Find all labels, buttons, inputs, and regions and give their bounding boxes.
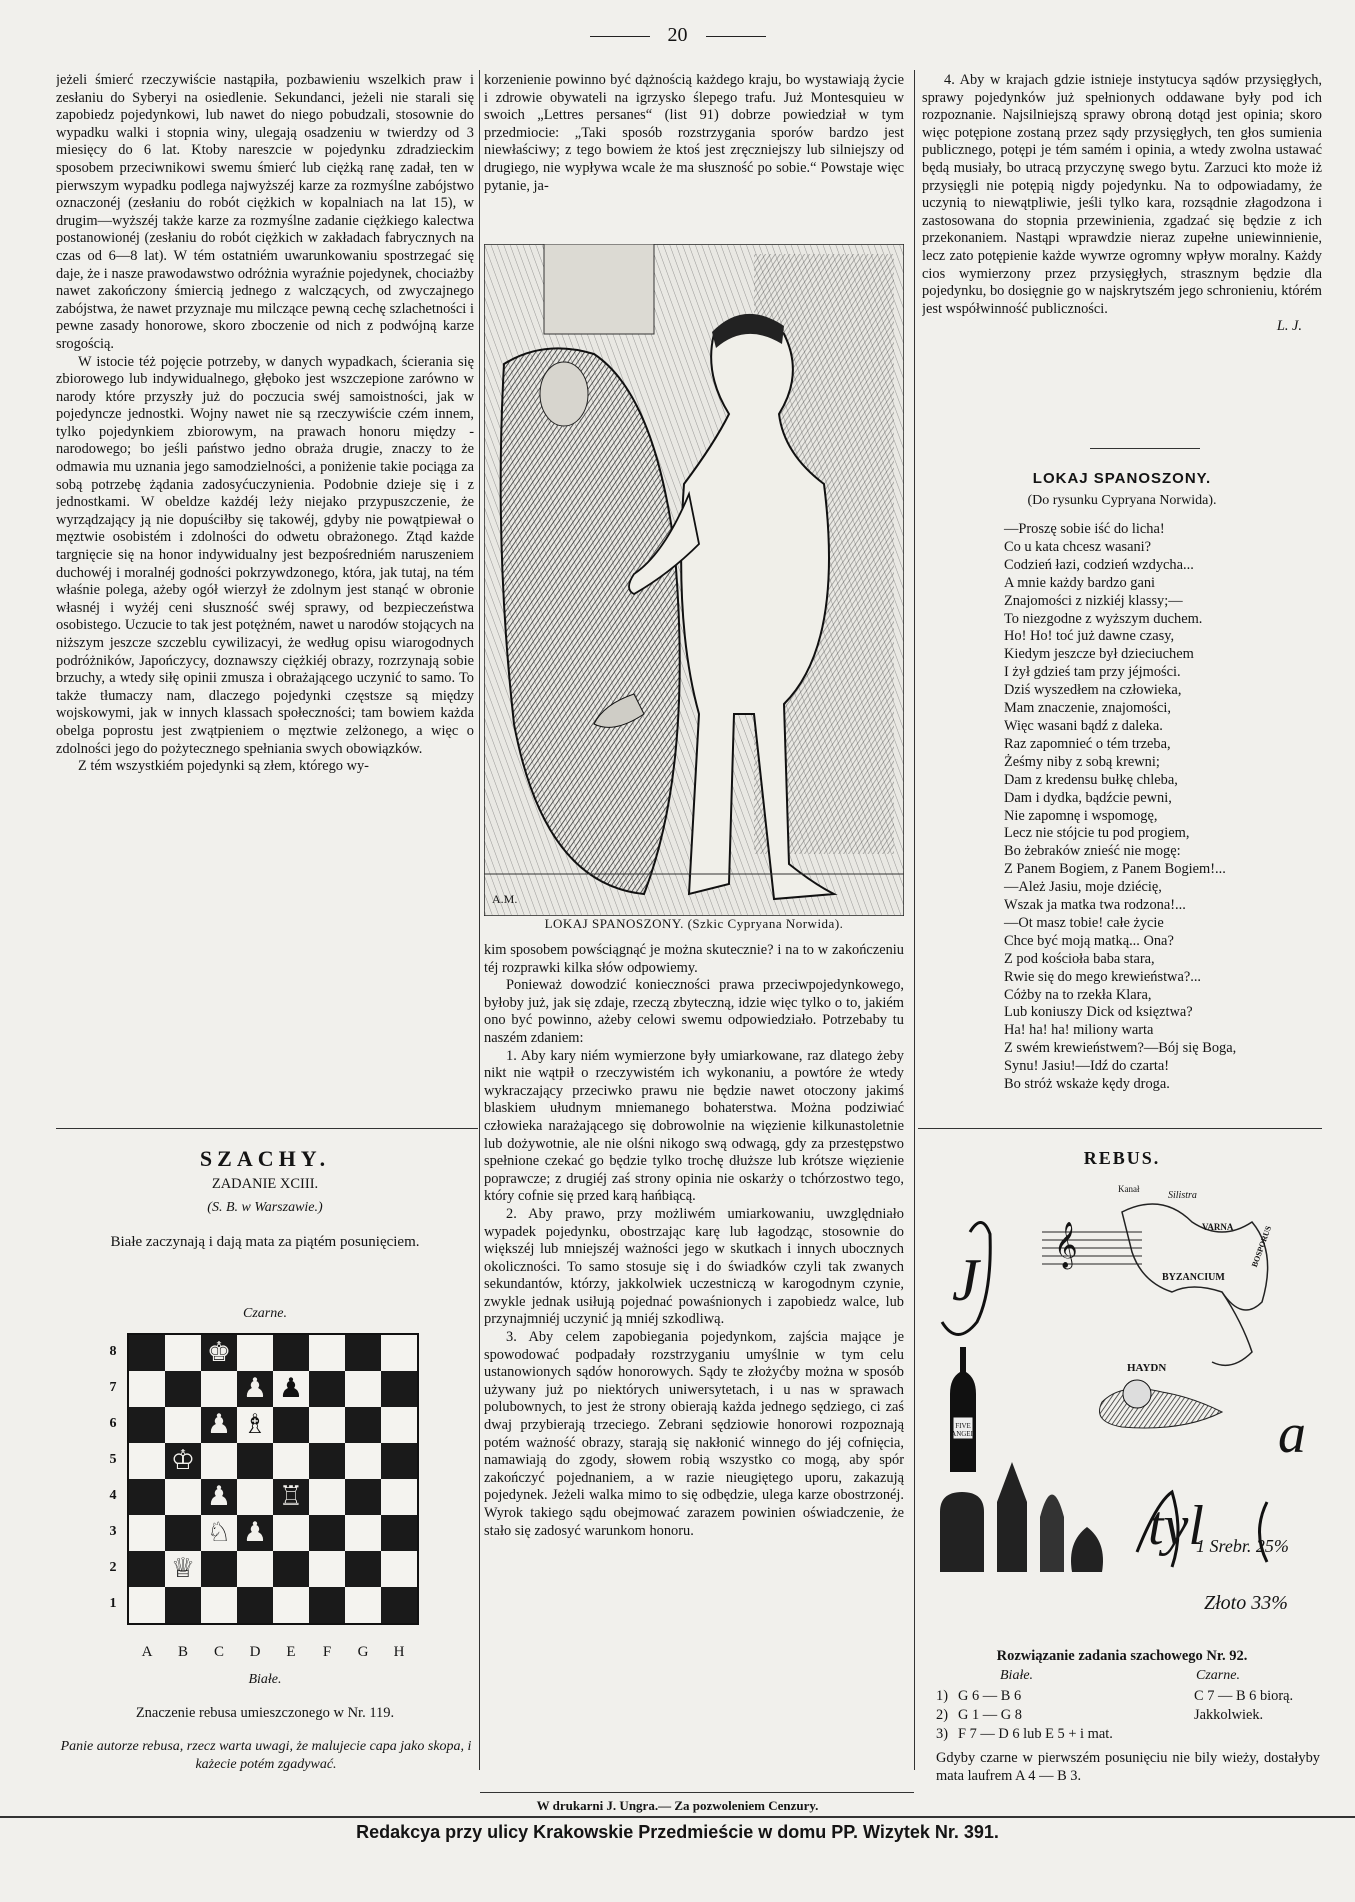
poem-line: Cóżby na to rzekła Klara,: [1004, 986, 1152, 1003]
poem-line: Bo żebraków znieść nie mogę:: [1004, 843, 1181, 860]
chess-rank-label: 2: [109, 1560, 117, 1575]
chess-square: [237, 1335, 273, 1371]
poem-line: Nie zapomnę i wspomogę,: [1004, 807, 1158, 824]
chess-rank-label: 7: [109, 1380, 117, 1395]
chess-square: [237, 1587, 273, 1623]
chess-square: [381, 1479, 417, 1515]
solution-note: Gdyby czarne w pierwszém posunięciu nie bily wieży, dostałyby mata laufrem A 4 — B 3.: [936, 1750, 1320, 1784]
article-column-3: [922, 72, 1322, 432]
chess-square: [381, 1551, 417, 1587]
poem-line: To niezgodne z wyższym duchem.: [1004, 610, 1203, 627]
chess-square: [129, 1443, 165, 1479]
chess-square: [273, 1443, 309, 1479]
chess-piece: ♔: [170, 1445, 196, 1476]
poem-line: Znajomości z nizkiéj klassy;—: [1004, 592, 1183, 609]
chess-square: [165, 1371, 201, 1407]
poem-line: Lecz nie stójcie tu pod progiem,: [1004, 825, 1190, 842]
rebus-sign-label: HAYDN: [1127, 1362, 1167, 1374]
solution-white-header: Białe.: [1000, 1668, 1034, 1683]
poem-line: Lub koniuszy Dick od księztwa?: [1004, 1004, 1193, 1021]
solution-row: [936, 1726, 1316, 1743]
chess-piece: ♗: [242, 1409, 268, 1440]
article-column-1: [56, 72, 474, 1127]
chess-file-label: H: [393, 1644, 405, 1660]
chess-square: [345, 1335, 381, 1371]
chess-square: [345, 1443, 381, 1479]
rebus-map-label: Silistra: [1168, 1190, 1197, 1201]
solution-white-move: G 6 — B 6: [958, 1688, 1022, 1704]
article-signature: L. J.: [1276, 318, 1302, 335]
poem-line: Bo stróż wskaże kędy droga.: [1004, 1076, 1170, 1093]
poem-line: —Ot masz tobie! całe życie: [1004, 914, 1164, 931]
rebus-map-label: BOSPORUS: [1249, 1224, 1274, 1269]
chess-rank-label: 8: [109, 1344, 117, 1359]
article-paragraph: kim sposobem powściągnąć je można skutecznie? i na to w zakończeniu téj rozprawki kilka słów odpowiemy.: [484, 942, 904, 976]
article-paragraph: W istocie téż pojęcie potrzeby, w danych wypadkach, ścierania się zbiorowego lub indywidualnego, głęboko jest wszczepione zarówno w narody które przyszły już do poczucia swéj samoistności, jak w pojedyncze jednostki. Wojny nawet nie są rzeczywiście czém innem, tylko pojedynkiem zbiorowym, na prawach honoru między - narodowego; bo jeśli państwo jedno obraża drugie, znaczy to że odmawia mu uznania jego samodzielności, a poniżenie takie pociąga za sobą potrzebę żądania zadosyćuczynienia. Podobnie dzieje się i z jednostkami. W obeldze każdéj leży niejako przypuszczenie, że wyrządzający ją nie dopuściłby się takowéj, gdyby nie powątpiewał o męztwie osobistém i zdolności do odwetu obrażonego. Ztąd każde targnięcie się na honor indywidualny jest bezpośredniém naruszeniem duchowéj i moralnéj godności pokrzywdzonego, która, jak tutaj, na tém właśnie polega, ażeby ogół wierzył że zdolnym jest stanąć w obronie własnéj i wyżéj ceni słuszność swéj sprawy, od bezpieczeństwa osobistego. Uczucie to tak jest potężném, nawet u narodów stojących na niższym jeszcze szczeblu cywilizacyi, że według opisu wiarogodnych podróżników, Japończycy, doznawszy ciężkiéj obrazy, rozrzynają sobie brzuchy, a wtedy siłę opinii zmusza i obrażającego uczynić to samo. To także tłumaczy nam, dlaczego pojedynki częstsze są między wojskowymi, jak w innych klassach społeczności; tam bowiem każda obelga poprostu jest zwątpieniem o męztwie zelżonego, a więc o zdolności jego do pożytecznego spełniania swych obowiązków.: [56, 353, 474, 757]
article-paragraph: 3. Aby celem zapobiegania pojedynkom, zajścia mające je spowodować podpadały rozstrzyganiu umyślnie w tym celu ustanowionych sądów honorowych. Sądy te złożyćby można w sposób używany już po niektórych uniwersytetach, i u nas w sprawach polubownych, to jest że strony obierają każda jednego sędziego, ci zaś dwaj przybierają trzeciego. Zebrani sędziowie honorowi rozpoznają potém ważność obrazy, starają się nakłonić winnego do jéj cofnięcia, namawiają do zgody, słowem robią wszystko co mogą, aby spór zakończyć pojednaniem, a w razie nieugiętego uporu, zakazują pojedynek. Jeżeli walka mimo to się odbędzie, ulega karze obostrzonéj. Wyrok takiego sądu obejmować zarazem powinien oświadczenie, że stało się zadosyć warunkom honoru.: [484, 1329, 904, 1539]
editorial-address: Redakcya przy ulicy Krakowskie Przedmieście w domu PP. Wizytek Nr. 391.: [356, 1822, 999, 1842]
chess-square: [129, 1371, 165, 1407]
chess-piece: ♟: [206, 1409, 232, 1440]
chess-square: [345, 1551, 381, 1587]
footer-rule: [0, 1816, 1355, 1818]
chess-piece: ♟: [242, 1373, 268, 1404]
article-paragraph: 1. Aby kary niém wymierzone były umiarkowane, raz dlatego żeby nikt nie wątpił o rzeczywistém ich wykonaniu, a powtóre że wtedy wykraczający przeciwko prawu nie będzie nawet otoczony jakimś blaskiem ułudnym mniemanego bohaterstwa. Można podziwiać człowieka narażającego się dobrowolnie na więzienie kilkunastoletnie lub dożywotnie, ale nie olśni nikogo swą odwagą, gdy za przestępstwo spełnione czekać go będzie tylko trochę dłuższe lub krótsze więzienie poprawcze; z drugiéj zaś strony opinia nie oskarży o tchórzostwo tego, który cofnie się przed karą hańbiącą.: [484, 1047, 904, 1205]
chess-square: [165, 1587, 201, 1623]
chess-description: Białe zaczynają i dają mata za piątém posunięciem.: [110, 1234, 420, 1250]
rebus-music-clef: 𝄞: [1054, 1222, 1078, 1268]
chess-square: [273, 1335, 309, 1371]
chess-square: [309, 1335, 345, 1371]
chess-file-label: E: [286, 1644, 296, 1660]
chess-piece: ♕: [170, 1553, 196, 1584]
rebus-word-tyl: tyl: [1148, 1495, 1204, 1557]
rebus-picture: [922, 1172, 1322, 1648]
chess-section-title: SZACHY.: [199, 1146, 331, 1171]
chess-solution-title: Rozwiązanie zadania szachowego Nr. 92.: [996, 1648, 1248, 1664]
chess-rank-label: 4: [109, 1488, 117, 1503]
page-number-text: 20: [667, 24, 688, 46]
article-paragraph: Ponieważ dowodzić konieczności prawa przeciwpojedynkowego, byłoby już, jak się zdaje, rzeczą zbyteczną, idzie więc tylko o to, jakiém ono być powinno, ażeby celowi swemu odpowiedziało. Potrzebaby tu naszém zdaniem:: [484, 977, 904, 1046]
poem-line: Rwie się do mego krewieństwa?...: [1004, 968, 1202, 985]
poem-line: Dam i dydka, bądźcie pewni,: [1004, 789, 1172, 806]
chess-file-label: B: [177, 1644, 188, 1660]
engraver-signature: A.M.: [492, 892, 518, 906]
chess-square: [201, 1371, 237, 1407]
article-paragraph: 4. Aby w krajach gdzie istnieje instytucya sądów przysięgłych, sprawy pojedynków już spełnionych oddawane były pod ich rozpoznanie. Najsilniejszą sprawy obroną dotąd jest opinia; skoro więc potępione zostaną przez sądy przysięgłych, ten głos sumienia publicznego, potępi je tém samém i opinia, a wtedy zwolna ustawać będą musiały, bo utracą przyczynę swego bytu. Zarzuci kto może iż przysięgli nie potępią nigdy pojedynku. Na to odpowiadamy, że uczynią to niewątpliwie, jeśli tylko kara, rozsądnie złagodzona i zastosowana do stopnia przewinienia, zgadzać się będzie z ich przekonaniem. Nastąpi wprawdzie nieraz zupełne uniewinnienie, lecz zato potępienie każde wywrze ogromny wpływ moralny. Każdy cios wymierzony przez przysięgłych, strasznym będzie dla pojedynku, bo dosięgnie go w najskrytszém jego schronieniu, którém jest współwinność publiczności.: [922, 72, 1322, 317]
chess-square: [345, 1479, 381, 1515]
chess-square: [165, 1335, 201, 1371]
chess-file-label: G: [357, 1644, 369, 1660]
engraving-drawing: [484, 244, 904, 916]
solution-move-number: 2): [936, 1707, 948, 1723]
chess-square: [381, 1335, 417, 1371]
chess-file-label: C: [213, 1644, 224, 1660]
chess-square: [237, 1479, 273, 1515]
poem-line: Wszak ja matka twa rodzona!...: [1004, 897, 1186, 914]
solution-row: [936, 1707, 1316, 1724]
white-side-label: Białe.: [248, 1672, 282, 1687]
chess-square: [273, 1515, 309, 1551]
black-side-label: Czarne.: [243, 1306, 287, 1321]
chess-piece: ♚: [206, 1337, 232, 1368]
column-rule-2: [914, 70, 915, 1770]
chess-rank-label: 6: [109, 1416, 117, 1431]
poem-title: LOKAJ SPANOSZONY.: [1032, 470, 1212, 487]
chess-square: [237, 1443, 273, 1479]
poem-line: A mnie każdy bardzo gani: [1004, 574, 1156, 591]
rebus-map-label: Kanał: [1118, 1184, 1140, 1194]
rebus-a-letter: a: [1278, 1403, 1306, 1465]
chess-square: [309, 1371, 345, 1407]
chess-square: [129, 1587, 165, 1623]
chess-square: [237, 1551, 273, 1587]
chess-square: [273, 1407, 309, 1443]
chess-file-label: A: [141, 1644, 153, 1660]
chess-piece: ♟: [206, 1481, 232, 1512]
solution-black-move: Jakkolwiek.: [1194, 1707, 1264, 1723]
poem-line: Mam znaczenie, znajomości,: [1004, 700, 1172, 717]
chess-rank-label: 1: [109, 1596, 117, 1611]
solution-black-move: C 7 — B 6 biorą.: [1194, 1688, 1294, 1704]
chess-square: [381, 1515, 417, 1551]
chess-square: [201, 1443, 237, 1479]
rebus-map-label: BYZANCIUM: [1162, 1272, 1225, 1283]
chess-square: [201, 1587, 237, 1623]
chess-square: [165, 1407, 201, 1443]
chess-author: (S. B. w Warszawie.): [207, 1200, 323, 1215]
chess-file-label: D: [249, 1644, 261, 1660]
rebus-price-silver: 1 Srebr. 25%: [1196, 1536, 1289, 1556]
rebus-title: REBUS.: [1083, 1148, 1161, 1168]
solution-move-number: 1): [936, 1688, 948, 1704]
solution-white-move: G 1 — G 8: [958, 1707, 1022, 1723]
chess-square: [345, 1407, 381, 1443]
chess-square: [129, 1407, 165, 1443]
poem-line: Żeśmy niby z sobą krewni;: [1004, 753, 1160, 770]
poem-line: Dziś wyszedłem na człowieka,: [1004, 682, 1182, 699]
poem-line: Z swém krewieństwem?—Bój się Boga,: [1004, 1040, 1237, 1057]
poem-line: —Proszę sobie iść do licha!: [1004, 521, 1165, 537]
poem-line: Synu! Jasiu!—Idź do czarta!: [1004, 1058, 1170, 1075]
poem-line: Dam z kredensu bułkę chleba,: [1004, 771, 1178, 788]
chess-rank-label: 5: [109, 1452, 117, 1467]
chess-square: [309, 1407, 345, 1443]
solution-row: [936, 1688, 1316, 1705]
poem-line: Co u kata chcesz wasani?: [1004, 538, 1152, 555]
page-number-dash-right: [706, 36, 766, 37]
poem-line: Kiedym jeszcze był dzieciuchem: [1004, 646, 1194, 663]
solution-white-move: F 7 — D 6 lub E 5 + i mat.: [958, 1726, 1113, 1742]
chess-square: [309, 1515, 345, 1551]
chess-square: [129, 1479, 165, 1515]
chess-square: [381, 1443, 417, 1479]
poem-subtitle: (Do rysunku Cypryana Norwida).: [1027, 493, 1217, 508]
article-paragraph: 2. Aby prawo, przy możliwém umiarkowaniu, uwzględniało wypadek pojedynku, obostrzając karę lub łagodząc, stosownie do większéj lub mniejszéj ważności jego w skutkach i innych ubocznych okoliczności. To samo stosuje się i do świadków czyli tak zwanych sekundantów, którzy, jakkolwiek uczestniczą w karogodnym czynie, zwykle jednak usiłują pojednać powaśnionych i zapobiedz walce, lub przynajmniéj uczynić ją mniéj szkodliwą.: [484, 1205, 904, 1328]
chess-file-label: F: [322, 1644, 332, 1660]
section-rule-left: [56, 1128, 478, 1129]
chess-square: [381, 1371, 417, 1407]
chess-square: [309, 1443, 345, 1479]
article-column-2-top: [484, 72, 904, 220]
chess-piece: ♖: [278, 1481, 304, 1512]
chess-square: [273, 1551, 309, 1587]
chess-square: [165, 1515, 201, 1551]
printer-rule: [480, 1792, 914, 1793]
chess-square: [309, 1479, 345, 1515]
poem-line: Ho! Ho! toć już dawne czasy,: [1004, 628, 1175, 645]
chess-square: [129, 1515, 165, 1551]
printer-imprint: W drukarni J. Ungra.— Za pozwoleniem Cenzury.: [536, 1798, 819, 1813]
chess-square: [273, 1587, 309, 1623]
solution-black-header: Czarne.: [1196, 1668, 1240, 1683]
chess-square: [309, 1551, 345, 1587]
rebus-bottle-label: FIVE ANGEL: [951, 1422, 975, 1438]
chess-board: [127, 1333, 419, 1625]
rebus-j-letter: J: [952, 1247, 979, 1313]
poem-separator: [1090, 448, 1200, 449]
poem-line: I żył gdzieś tam przy jéjmości.: [1004, 664, 1181, 681]
solution-move-number: 3): [936, 1726, 948, 1742]
rebus-price-gold: Złoto 33%: [1204, 1592, 1288, 1614]
chess-square: [381, 1587, 417, 1623]
chess-piece: ♟: [278, 1373, 304, 1404]
column-rule-1: [479, 70, 480, 1770]
engraving-illustration: [484, 244, 904, 920]
chess-square: [165, 1479, 201, 1515]
chess-square: [381, 1407, 417, 1443]
chess-task-number: ZADANIE XCIII.: [211, 1176, 319, 1192]
article-paragraph: Z tém wszystkiém pojedynki są złem, którego wy-: [78, 758, 369, 775]
poem-line: Codzień łazi, codzień wzdycha...: [1004, 556, 1194, 573]
chess-piece: ♟: [242, 1517, 268, 1548]
article-paragraph: jeżeli śmierć rzeczywiście nastąpiła, pozbawieniu wszelkich praw i zesłaniu do Syberyi na osiedlenie. Sekundanci, jeżeli nie starali się zapobiedz pojedynkowi, lub nawet do niego pobudzali, stosownie do wypadku walki i stopnia winy, ulegają osadzeniu w twierdzy od 3 miesięcy do 6 lat. Ktoby nareszcie w pojedynku zdradzieckim sposobem przeciwnikowi swemu śmierć lub ciężką ranę zadał, ten w pierwszym wypadku podlega najwyższéj karze za rozmyślne zabójstwo oznaczonéj (zesłaniu do robót ciężkich w kopalniach na lat 15), w drugim—wyższéj także karze za rozmyślne zadanie ciężkiego kalectwa postanowionéj (zesłaniu do robót ciężkich w zakładach fabrycznych na czas od 6—8 lat). W tém ostatniém uwarunkowaniu spostrzegać się daje, że i nasze prawodawstwo odróżnia wyraźnie pojedynek, chociażby nawet zakończony śmiercią jednego z walczących, od zwyczajnego zabójstwa, że nawet przyznaje mu milczące pewną cechę szlachetności i pewne zasady honorowe, skoro zboczenie od nich z podwójną karze srogością.: [56, 72, 474, 352]
page-number-dash-left: [590, 36, 650, 37]
poem-line: Chce być moją matką... Ona?: [1004, 932, 1174, 949]
article-column-2-bottom: [484, 942, 904, 1802]
rebus-meaning-title: Znaczenie rebusa umieszczonego w Nr. 119.: [135, 1705, 395, 1721]
chess-square: [345, 1587, 381, 1623]
chess-rank-label: 3: [109, 1524, 117, 1539]
poem-body: [1004, 521, 1324, 1094]
chess-square: [309, 1587, 345, 1623]
section-rule-right: [918, 1128, 1322, 1129]
poem-line: Raz zapomnieć o tém trzeba,: [1004, 735, 1171, 752]
chess-square: [129, 1335, 165, 1371]
illustration-caption: LOKAJ SPANOSZONY. (Szkic Cypryana Norwida).: [544, 916, 844, 931]
poem-line: —Ależ Jasiu, moje dziécię,: [1004, 879, 1162, 896]
chess-square: [201, 1551, 237, 1587]
poem-line: Z pod kościoła baba stara,: [1004, 950, 1155, 967]
article-paragraph: korzenienie powinno być dążnością każdego kraju, bo wystawiają życie i zdrowie obywateli na igrzysko ślepego trafu. Już Montesquieu w swoich „Lettres persanes“ (list 91) dobrze powiedział w tym przedmiocie: „Taki sposób rozstrzygania sporów bardzo jest niewłaściwy; z tego bowiem że ktoś jest zręczniejszy lub silniejszy od drugiego, nie wypływa wcale że ma słuszność po sobie.“ Powstaje więc pytanie, ja-: [484, 72, 904, 194]
poem-line: Więc wasani bądź z daleka.: [1004, 717, 1163, 734]
chess-piece: ♘: [206, 1517, 232, 1548]
poem-line: Ha! ha! ha! miliony warta: [1004, 1022, 1154, 1039]
chess-square: [345, 1515, 381, 1551]
chess-square: [345, 1371, 381, 1407]
rebus-map-label: VARNA: [1202, 1222, 1234, 1232]
editorial-note: Panie autorze rebusa, rzecz warta uwagi, że malujecie capa jako skopa, i każecie potém zgadywać.: [60, 1739, 472, 1772]
chess-square: [129, 1551, 165, 1587]
page-number: [0, 24, 1355, 47]
poem-line: Z Panem Bogiem, z Panem Bogiem!...: [1004, 861, 1226, 878]
